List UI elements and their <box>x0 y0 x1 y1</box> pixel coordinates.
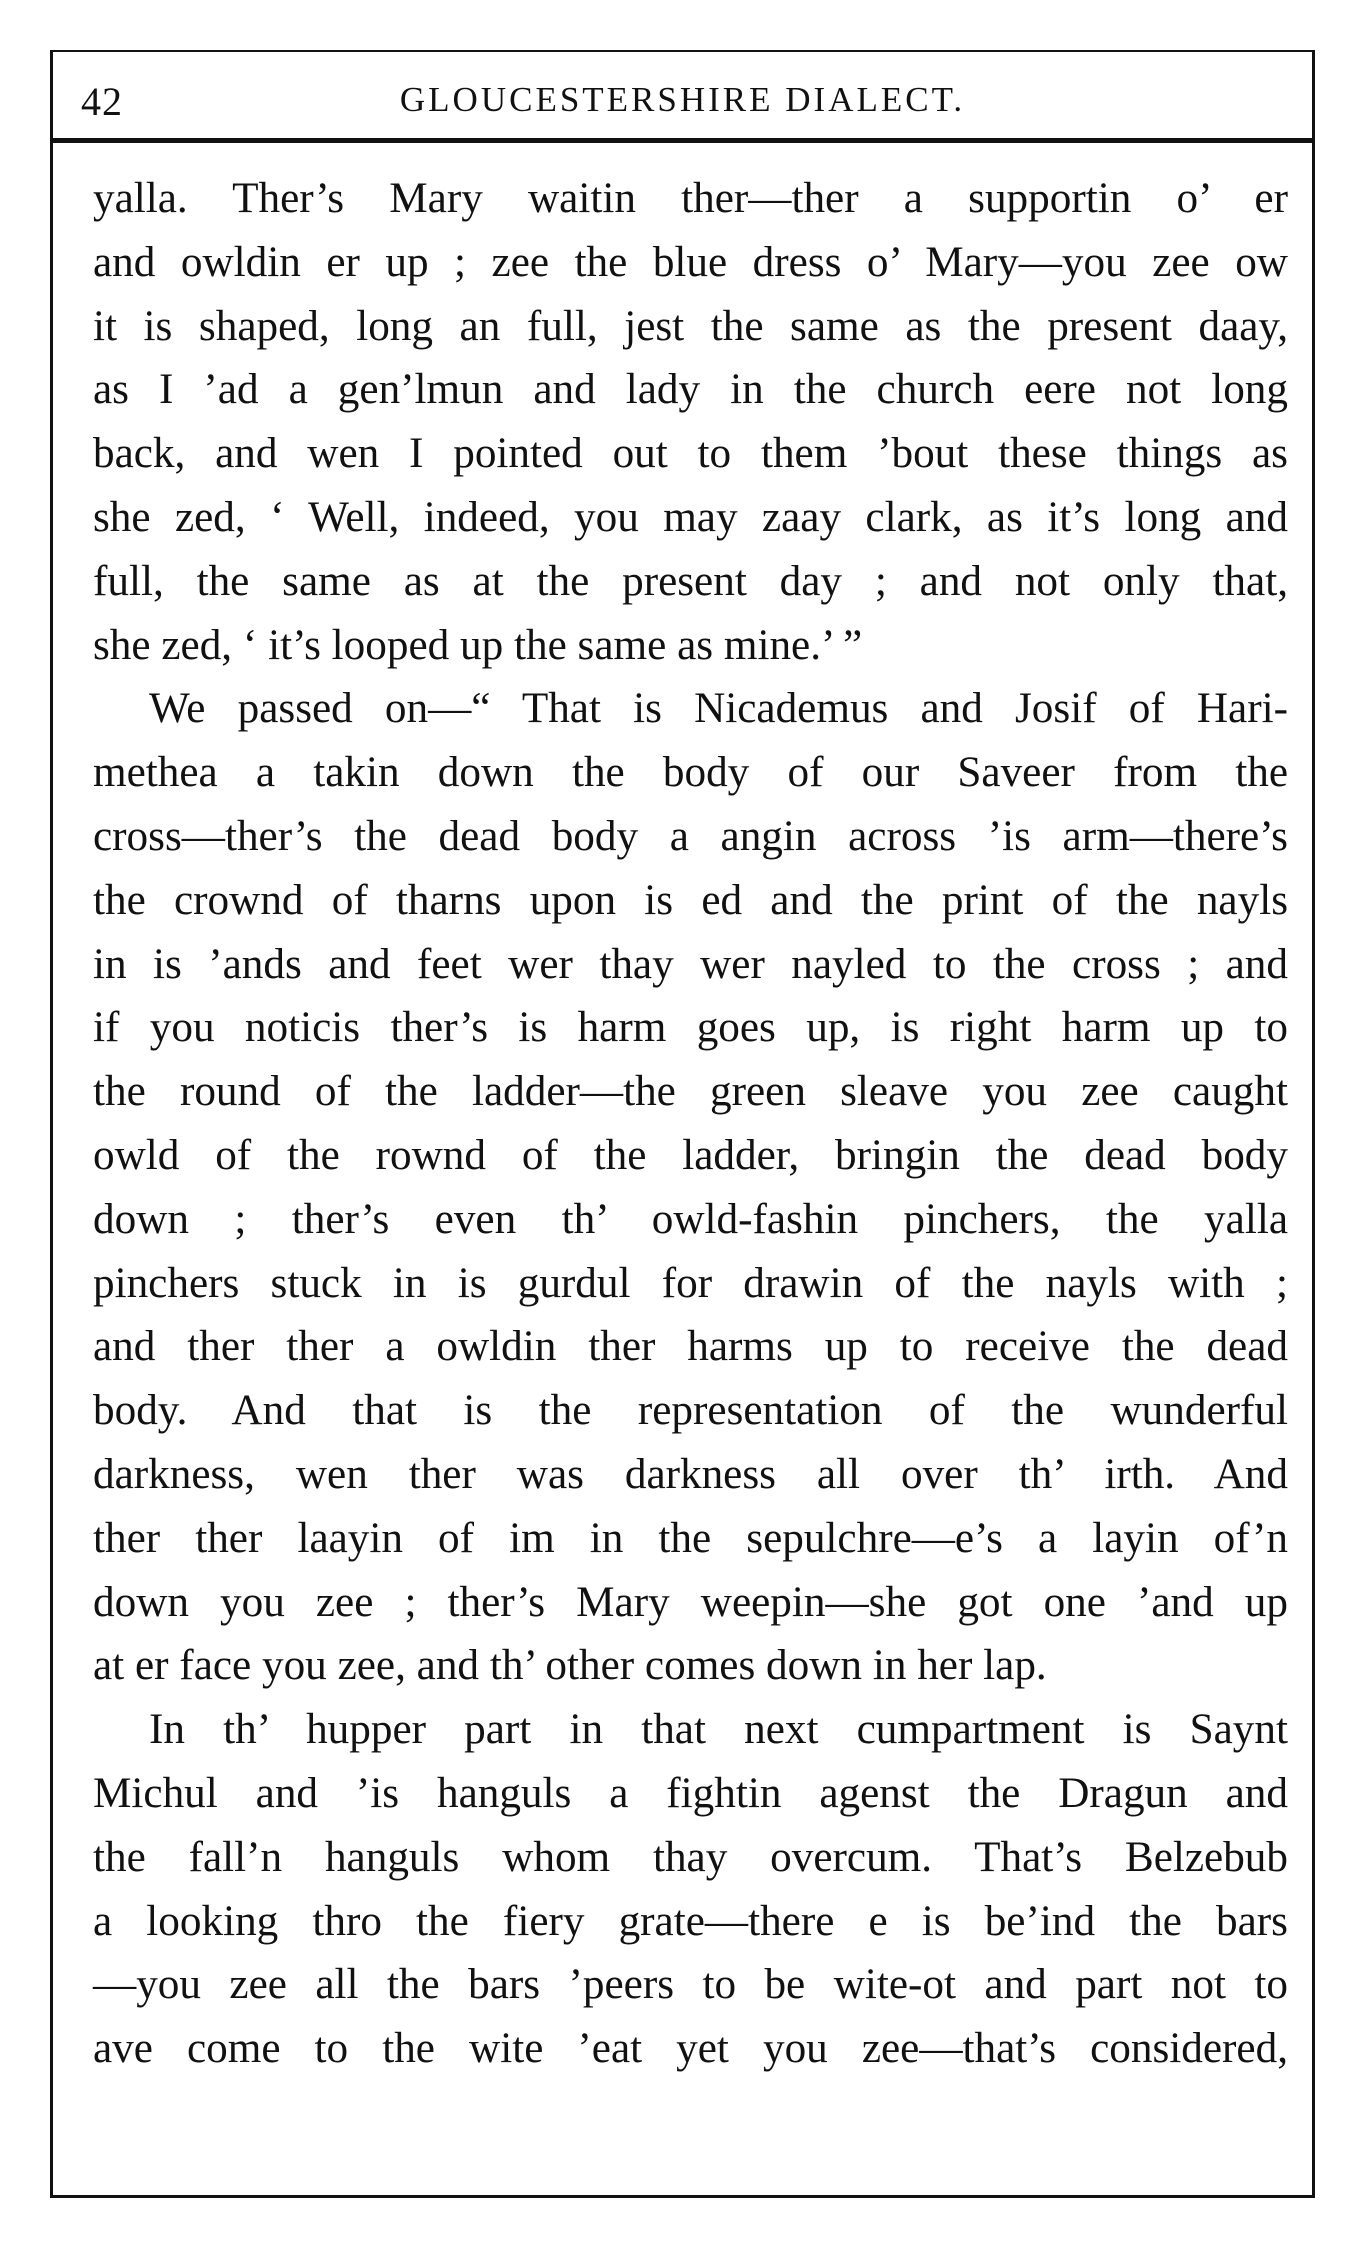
text-line: ther ther laayin of im in the sepulchre—e’s a layin of’n <box>93 1514 1288 1562</box>
text-line: a looking thro the fiery grate—there e is be’ind the bars <box>93 1897 1288 1945</box>
text-line: the fall’n hanguls whom thay overcum. That’s Belzebub <box>93 1833 1288 1881</box>
text-line: the round of the ladder—the green sleave you zee caught <box>93 1068 1288 1116</box>
text-line: ave come to the wite ’eat yet you zee—that’s considered, <box>93 2025 1288 2073</box>
text-line: darkness, wen ther was darkness all over th’ irth. And <box>93 1450 1288 1498</box>
text-line: down you zee ; ther’s Mary weepin—she got one ’and up <box>93 1578 1288 1626</box>
text-line: the crownd of tharns upon is ed and the print of the nayls <box>93 876 1288 924</box>
text-line: pinchers stuck in is gurdul for drawin of the nayls with ; <box>93 1259 1288 1307</box>
text-line: at er face you zee, and th’ other comes down in her lap. <box>93 1642 1047 1690</box>
text-line: and ther ther a owldin ther harms up to receive the dead <box>93 1323 1288 1371</box>
paragraph-start-line: In th’ hupper part in that next cumpartment is Saynt <box>149 1706 1288 1754</box>
text-line: full, the same as at the present day ; and not only that, <box>93 557 1288 605</box>
text-line: she zed, ‘ Well, indeed, you may zaay clark, as it’s long and <box>93 493 1288 541</box>
running-head: GLOUCESTERSHIRE DIALECT. <box>399 80 966 119</box>
body-text <box>93 167 1288 2081</box>
text-line: she zed, ‘ it’s looped up the same as mine.’ ” <box>93 621 863 669</box>
text-line: yalla. Ther’s Mary waitin ther—ther a supportin o’ er <box>93 175 1288 222</box>
text-line: methea a takin down the body of our Saveer from the <box>93 749 1288 797</box>
text-line: body. And that is the representation of the wunderful <box>93 1387 1288 1435</box>
text-line: it is shaped, long an full, jest the same as the present daay, <box>93 302 1288 350</box>
text-line: owld of the rownd of the ladder, bringin the dead body <box>93 1131 1288 1179</box>
text-line: as I ’ad a gen’lmun and lady in the church eere not long <box>93 366 1288 414</box>
page-frame <box>50 50 1315 2198</box>
text-line: and owldin er up ; zee the blue dress o’ Mary—you zee ow <box>93 238 1288 286</box>
text-line: if you noticis ther’s is harm goes up, is right harm up to <box>93 1004 1288 1052</box>
text-line: —you zee all the bars ’peers to be wite-ot and part not to <box>93 1961 1288 2009</box>
text-line: down ; ther’s even th’ owld-fashin pinchers, the yalla <box>93 1195 1288 1243</box>
page-header <box>53 52 1312 143</box>
page-number: 42 <box>81 79 123 124</box>
text-line: Michul and ’is hanguls a fightin agenst the Dragun and <box>93 1769 1288 1817</box>
text-line: in is ’ands and feet wer thay wer nayled to the cross ; and <box>93 940 1288 988</box>
text-line: cross—ther’s the dead body a angin across ’is arm—there’s <box>93 812 1288 860</box>
text-line: back, and wen I pointed out to them ’bout these things as <box>93 430 1288 478</box>
paragraph-start-line: We passed on—“ That is Nicademus and Josif of Hari- <box>149 685 1288 733</box>
